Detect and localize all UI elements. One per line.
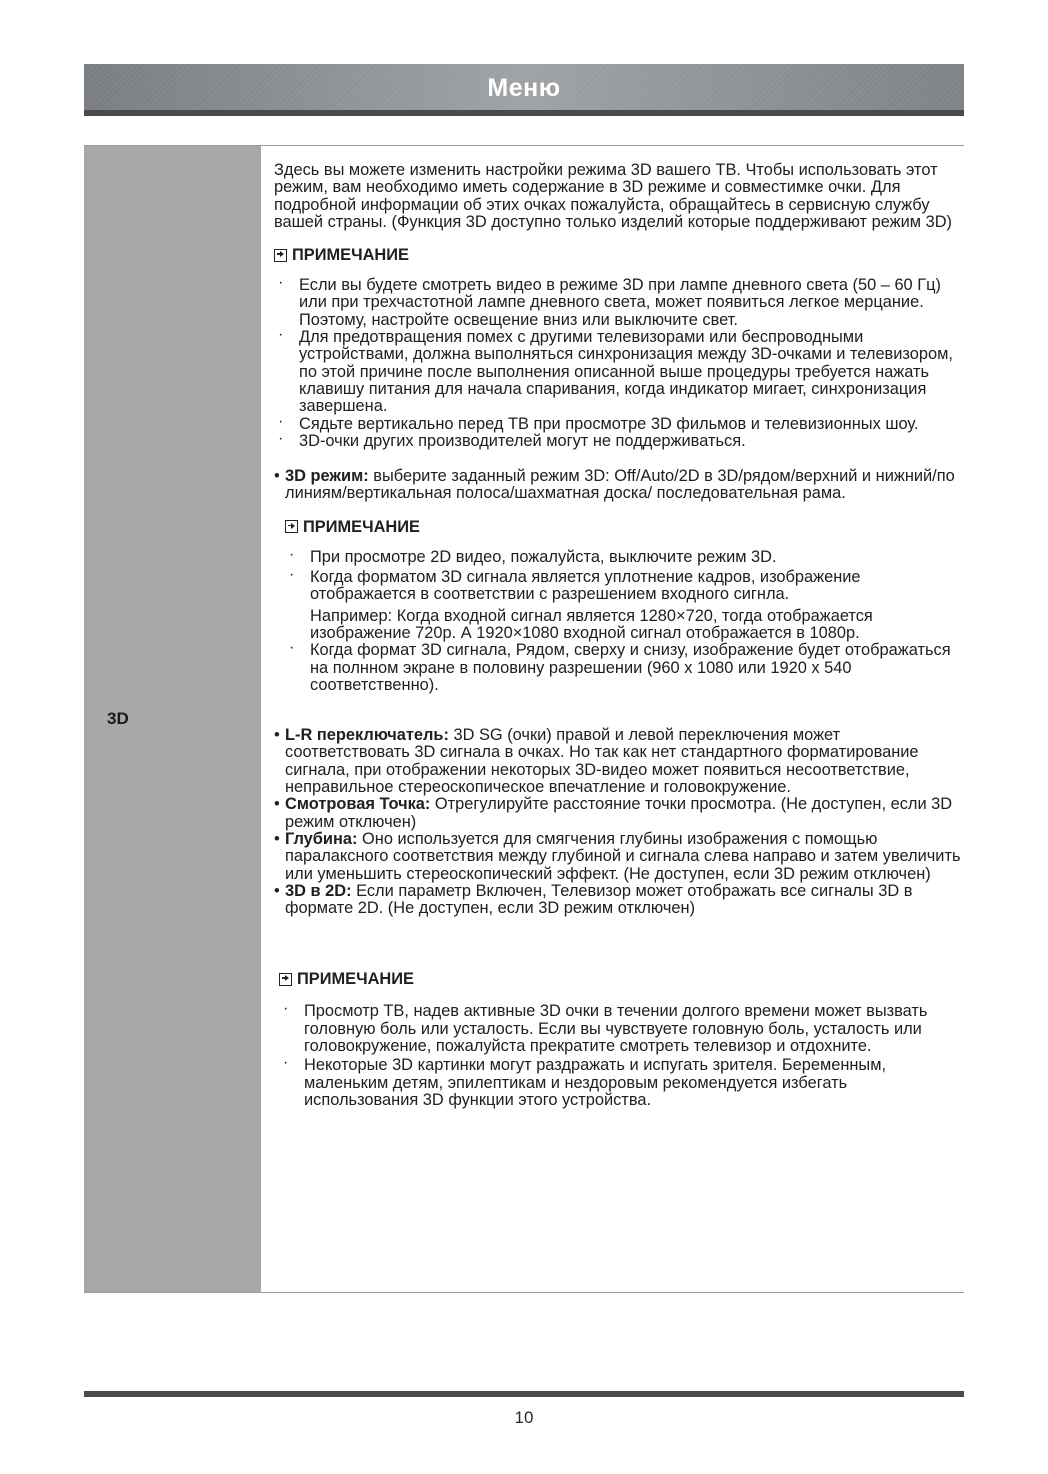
note-block-2 xyxy=(274,517,964,694)
note-heading-1 xyxy=(274,245,964,265)
note-list-2b xyxy=(285,642,964,694)
page-header xyxy=(84,64,964,110)
note-example: Например: Когда входной сигнал является 1280×720, тогда отображается изображение 720p. А 1920×1080 входной сигнал отображается в 1080p. xyxy=(310,606,873,642)
list-item: · Когда форматом 3D сигнала является уплотнение кадров, изображение отображается в соответствии с разрешением входного сигнла. xyxy=(285,569,964,604)
bullet-term: Смотровая Точка: xyxy=(285,795,431,814)
note-list-2 xyxy=(285,549,964,604)
bullet-term: 3D режим: xyxy=(285,467,369,486)
bullet-text: Если параметр Включен, Телевизор может отображать все сигналы 3D в формате 2D. (Не доступен, если 3D режим отключен) xyxy=(285,881,913,918)
note-arrow-icon xyxy=(274,249,287,262)
bullet-depth xyxy=(274,831,964,883)
bullet-3d-to-2d xyxy=(274,883,964,918)
bullet-3d-mode xyxy=(274,468,964,503)
list-item: · Сядьте вертикально перед ТВ при просмотре 3D фильмов и телевизионных шоу. xyxy=(274,416,964,433)
bullet-text: Оно используется для смягчения глубины изображения с помощью паралаксного соответствия между глубиной и сигнала слева направо и затем увеличить или уменьшить стереоскопический эффект. (Не доступен, если 3D режим отключен) xyxy=(285,829,961,883)
bullet-viewpoint xyxy=(274,796,964,831)
bullet-text: выберите заданный режим 3D: Off/Auto/2D в 3D/рядом/верхний и нижний/по линиям/вертикальная полоса/шахматная доска/ последовательная рама. xyxy=(285,467,955,503)
list-item: · Просмотр ТВ, надев активные 3D очки в течении долгого времени может вызвать головную боль или усталость. Если вы чувствуете головную боль, усталость или головокружение, пожалуйста прекратите смотреть телевизор и отдохните. xyxy=(279,1003,964,1055)
content-cell xyxy=(274,162,964,1109)
row-label: 3D xyxy=(107,709,129,728)
bullet-term: 3D в 2D: xyxy=(285,881,352,900)
note-arrow-icon xyxy=(279,973,292,986)
intro-paragraph: Здесь вы можете изменить настройки режима 3D вашего ТВ. Чтобы использовать этот режим, вам необходимо иметь содержание в 3D режиме и совместимке очки. Для подробной информации об этих очках пожалуйста, обращайтесь в сервисную службу вашей страны. (Функция 3D доступно только изделий которые поддерживают режим 3D) xyxy=(274,161,953,231)
note-label: ПРИМЕЧАНИЕ xyxy=(303,517,420,536)
footer-rule xyxy=(84,1391,964,1397)
note-heading-2 xyxy=(285,517,964,537)
list-item: · Если вы будете смотреть видео в режиме 3D при лампе дневного света (50 – 60 Гц) или при трехчастотной лампе дневного света, может появиться легкое мерцание. Поэтому, настройте освещение вниз или выключите свет. xyxy=(274,277,964,329)
page-number: 10 xyxy=(514,1408,534,1427)
note-list-1 xyxy=(274,277,964,450)
header-title: Меню xyxy=(487,74,561,102)
list-item: · 3D-очки других производителей могут не поддерживаться. xyxy=(274,433,964,450)
note-heading-3 xyxy=(279,969,964,989)
list-item: · Для предотвращения помех с другими телевизорами или беспроводными устройствами, должна выполняться синхронизация между 3D-очками и телевизором, по этой причине после выполнения описанной выше процедуры требуется нажать клавишу питания для начала спаривания, когда индикатор мигает, синхронизация завершена. xyxy=(274,329,964,415)
bullet-lr-switch xyxy=(274,727,964,796)
list-item: · Некоторые 3D картинки могут раздражать и испугать зрителя. Беременным, маленьким детям, эпилептикам и нездоровым рекомендуется избегать использования 3D функции этого устройства. xyxy=(279,1057,964,1109)
bullet-text: 3D SG (очки) правой и левой переключения может соответствовать 3D сигнала в очках. Но так как нет стандартного форматирование сигнала, при отображении некоторых 3D-видео может появиться несоответствие, неправильное стереоскопическое впечатление и головокружение. xyxy=(285,726,919,797)
bullet-term: L-R переключатель: xyxy=(285,726,449,745)
list-item: · При просмотре 2D видео, пожалуйста, выключите режим 3D. xyxy=(285,549,964,566)
note-arrow-icon xyxy=(285,520,298,533)
list-item: · Когда формат 3D сигнала, Рядом, сверху и снизу, изображение будет отображаться на полнном экране в половину разрешении (960 x 1080 или 1920 x 540 соответственно). xyxy=(285,642,964,694)
note-label: ПРИМЕЧАНИЕ xyxy=(292,246,409,265)
note-label: ПРИМЕЧАНИЕ xyxy=(297,970,414,989)
header-rule xyxy=(84,110,964,116)
bullet-text: Отрегулируйте расстояние точки просмотра. (Не доступен, если 3D режим отключен) xyxy=(285,795,953,831)
bullet-term: Глубина: xyxy=(285,829,358,848)
note-block-3 xyxy=(274,969,964,1109)
table-bottom-border xyxy=(84,1292,964,1293)
note-list-3 xyxy=(279,1003,964,1109)
